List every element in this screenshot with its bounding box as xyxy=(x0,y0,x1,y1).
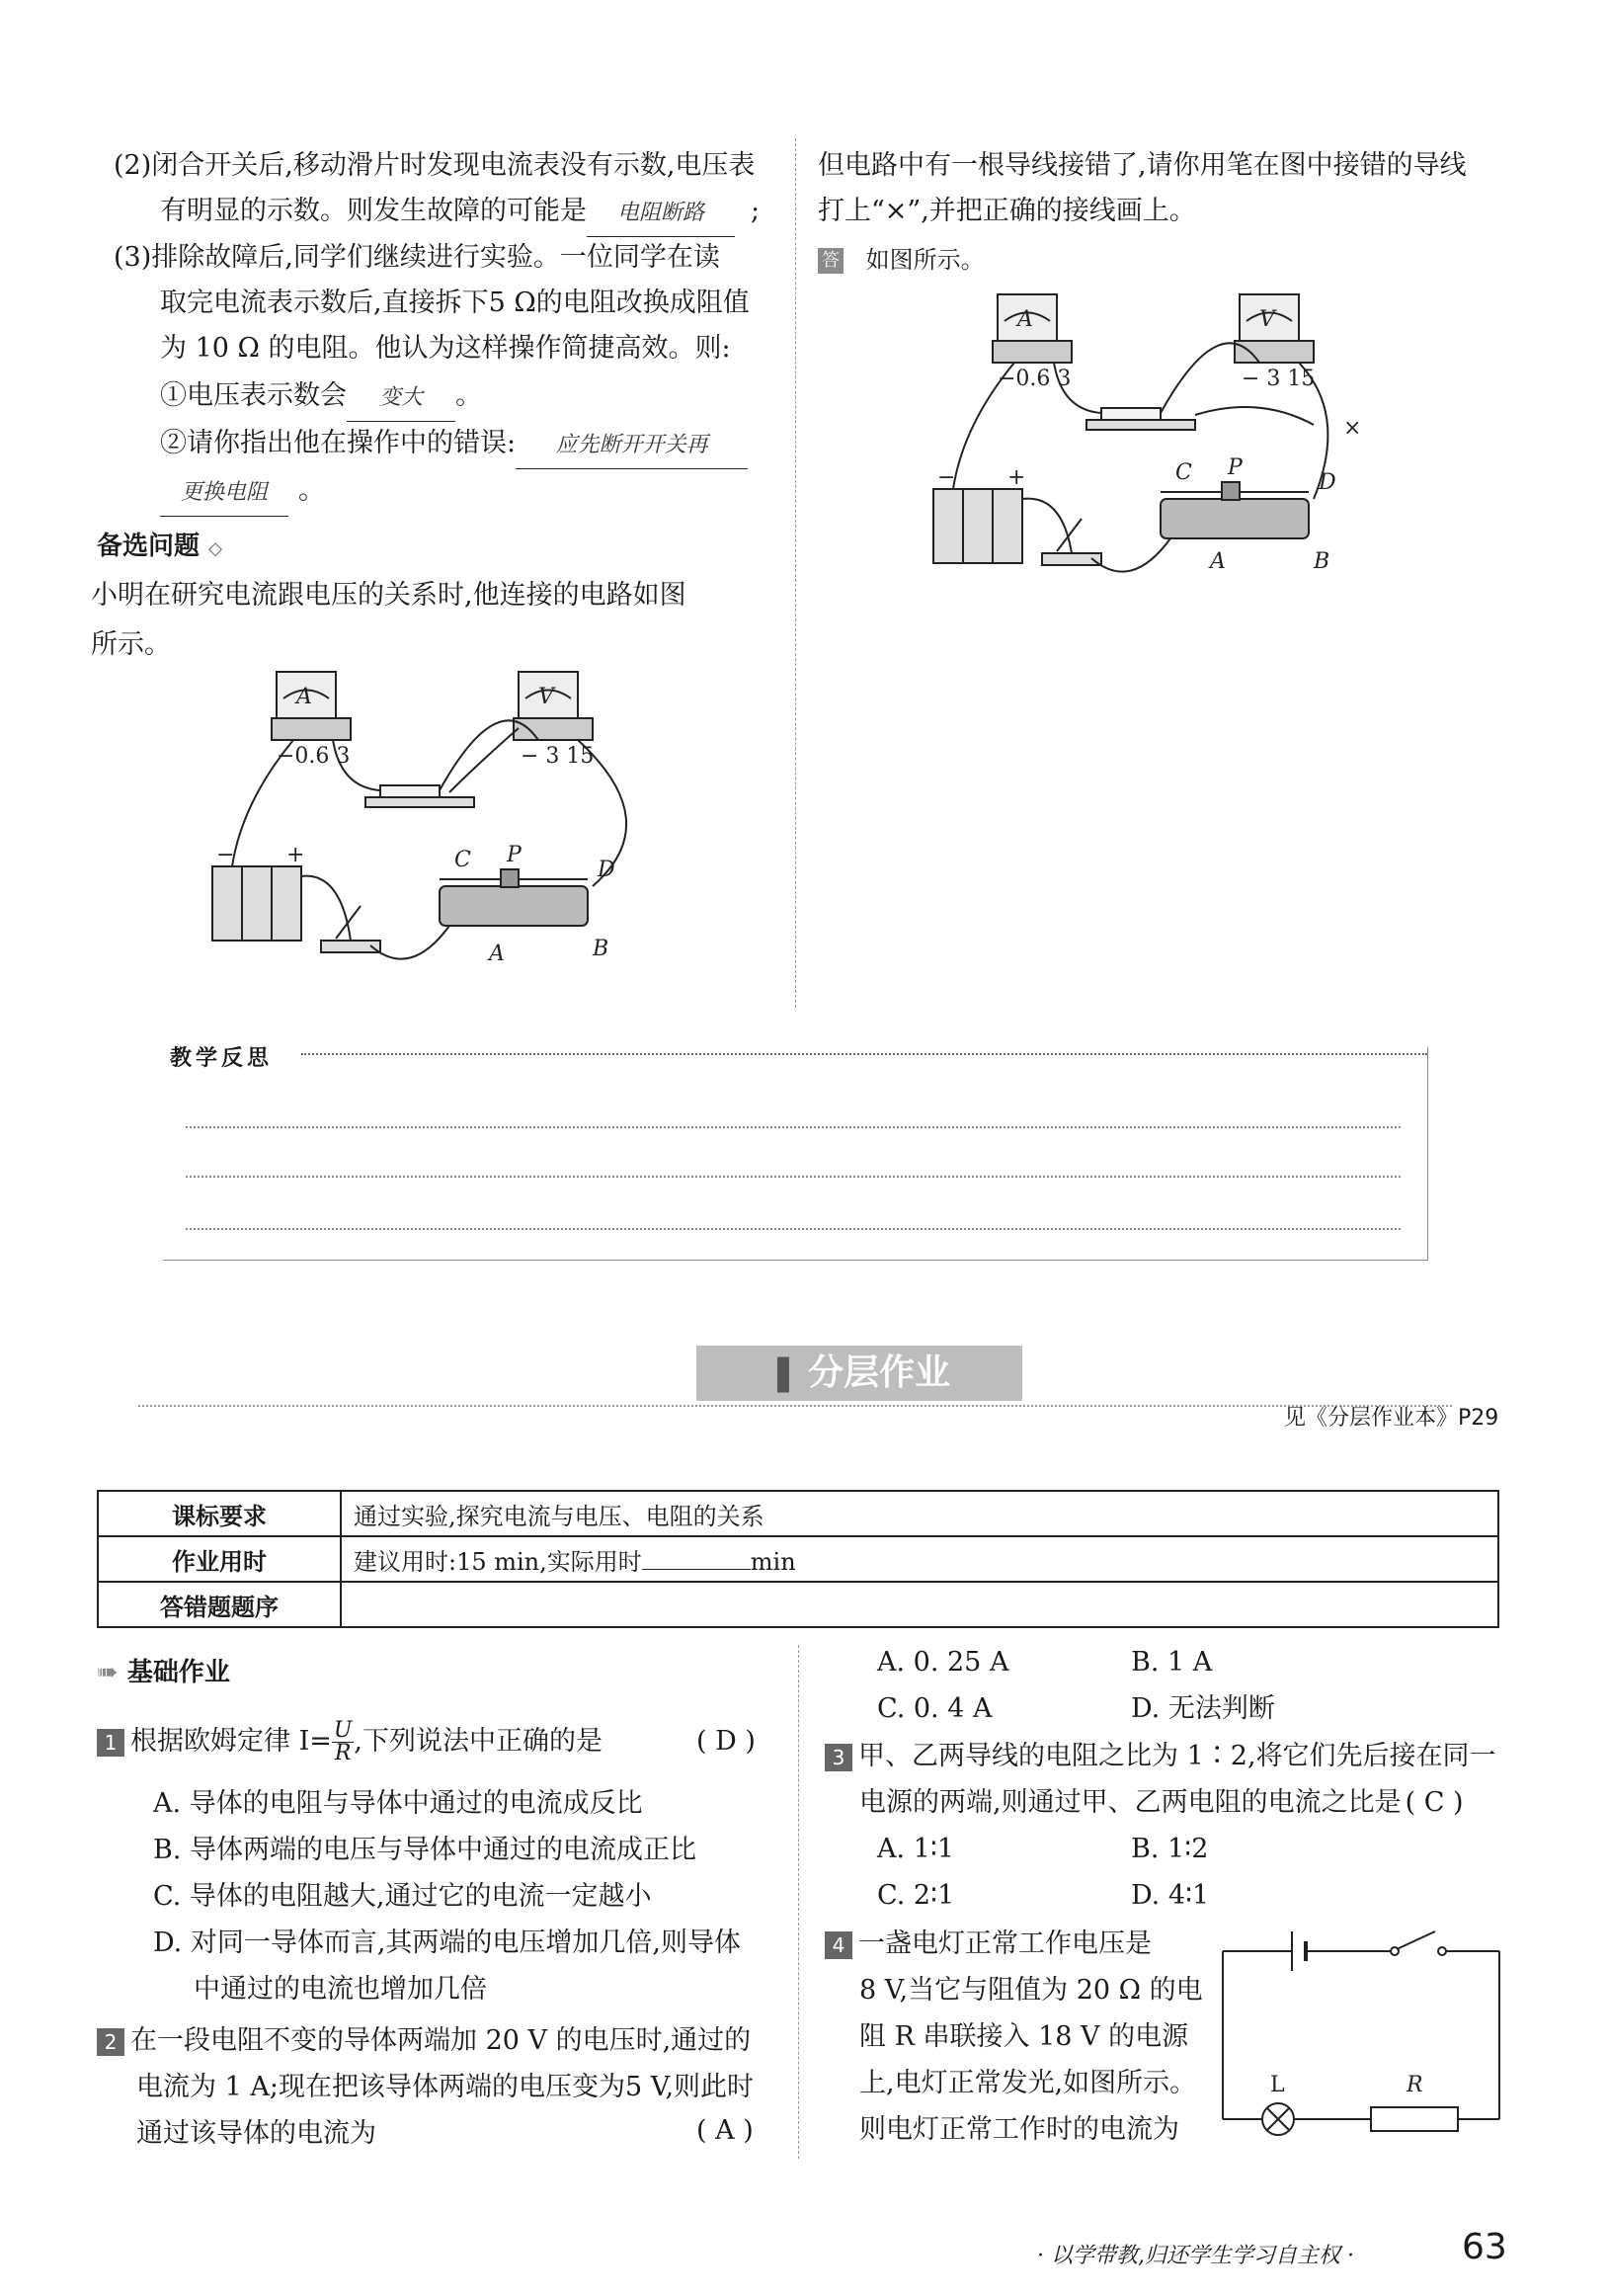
basic-title xyxy=(97,1652,230,1688)
info-table xyxy=(97,1490,1499,1628)
label-b: B xyxy=(1314,549,1330,574)
q3b-text2: 电源的两端,则通过甲、乙两电阻的电流之比是 xyxy=(859,1787,1402,1818)
reflection-line-2 xyxy=(186,1176,1401,1178)
optional-title xyxy=(97,526,222,562)
q1-number: 1 xyxy=(97,1729,124,1757)
q1-option-d1: D. 对同一导体而言,其两端的电压增加几倍,则导体 xyxy=(153,1927,742,1958)
q4-line3: 阻 R 串联接入 18 V 的电源 xyxy=(859,2021,1189,2052)
answer-tag: 答 xyxy=(818,248,844,274)
optional-line2: 所示。 xyxy=(91,629,171,660)
resistor xyxy=(1101,408,1161,420)
table-head-2: 作业用时 xyxy=(98,1536,341,1582)
q2-blank xyxy=(587,189,735,237)
q1-post: ,下列说法中正确的是 xyxy=(354,1726,603,1757)
q3-sub2-answer1: 应先断开开关再 xyxy=(555,433,708,457)
reflection-line-1 xyxy=(186,1126,1401,1128)
resistor-board xyxy=(365,797,474,807)
q2b-opt-d: D. 无法判断 xyxy=(1131,1693,1275,1724)
homework-banner xyxy=(696,1346,1022,1401)
ammeter-symbol: A xyxy=(1017,307,1033,332)
column-divider-lower xyxy=(798,1645,799,2159)
table-val-2 xyxy=(341,1536,1498,1582)
q1-stem xyxy=(97,1719,603,1764)
q1-pre: 根据欧姆定律 I= xyxy=(130,1726,332,1757)
voltmeter-base xyxy=(1235,341,1314,363)
frac-den: R xyxy=(334,1741,352,1765)
circuit-diagram-left xyxy=(202,664,667,990)
battery-cell-2 xyxy=(242,866,272,941)
q3-sub2-blank1 xyxy=(516,421,748,469)
q1-option-d2: 中通过的电流也增加几倍 xyxy=(194,1974,487,2005)
table-row xyxy=(98,1536,1498,1582)
q2b-line3: 通过该导体的电流为 xyxy=(136,2118,376,2149)
q2-line2 xyxy=(160,189,760,237)
homework-ref: 见《分层作业本》P29 xyxy=(1284,1406,1499,1431)
label-p: P xyxy=(507,843,522,867)
switch-lever xyxy=(1057,519,1082,551)
homework-banner-text: 分层作业 xyxy=(808,1353,951,1393)
q3-sub1-pre: ①电压表示数会 xyxy=(160,380,347,411)
q3b-number: 3 xyxy=(825,1744,852,1771)
ohm-fraction xyxy=(332,1720,355,1764)
table-row xyxy=(98,1491,1498,1536)
table-val-3[interactable] xyxy=(341,1582,1498,1627)
column-divider xyxy=(795,138,796,1008)
q2b-line2: 电流为 1 A;现在把该导体两端的电压变为5 V,则此时 xyxy=(136,2072,755,2102)
battery-minus: − xyxy=(937,465,956,490)
q1-option-b: B. 导体两端的电压与导体中通过的电流成正比 xyxy=(153,1835,697,1865)
q3b-line2 xyxy=(859,1780,1464,1826)
page-number: 63 xyxy=(1462,2227,1507,2267)
optional-line1: 小明在研究电流跟电压的关系时,他连接的电路如图 xyxy=(91,580,686,611)
q4-line1 xyxy=(825,1922,1152,1967)
q3-line3: 为 10 Ω 的电阻。他认为这样操作简捷高效。则: xyxy=(160,333,731,364)
battery-cell-1 xyxy=(933,489,963,563)
q2b-opt-c: C. 0. 4 A xyxy=(877,1693,993,1724)
voltmeter-scale: − 3 15 xyxy=(1242,367,1316,391)
rheostat xyxy=(1161,499,1309,538)
q2-line2-pre: 有明显的示数。则发生故障的可能是 xyxy=(160,196,587,226)
q4-line4: 上,电灯正常发光,如图所示。 xyxy=(859,2068,1197,2098)
q3-line2: 取完电流表示数后,直接拆下5 Ω的电阻改换成阻值 xyxy=(160,287,750,318)
frac-num: U xyxy=(333,1718,353,1743)
q2-line2-post: ; xyxy=(751,196,761,226)
label-d: D xyxy=(598,858,615,882)
q1-option-c: C. 导体的电阻越大,通过它的电流一定越小 xyxy=(153,1881,652,1912)
voltmeter-symbol: V xyxy=(1259,307,1275,332)
q4-circuit xyxy=(1213,1922,1509,2149)
basic-title-text: 基础作业 xyxy=(126,1658,230,1687)
q4-line2: 8 V,当它与阻值为 20 Ω 的电 xyxy=(859,1975,1203,2006)
q4-number: 4 xyxy=(825,1931,852,1959)
battery-cell-3 xyxy=(272,866,301,941)
q3-sub2-post: 。 xyxy=(298,475,325,506)
battery-minus: − xyxy=(216,843,235,867)
q3-line1: (3)排除故障后,同学们继续进行实验。一位同学在读 xyxy=(114,242,720,273)
table-val-1: 通过实验,探究电流与电压、电阻的关系 xyxy=(341,1491,1498,1536)
q3-sub2 xyxy=(160,421,748,469)
rheostat xyxy=(440,886,588,926)
right-line2: 打上“×”,并把正确的接线画上。 xyxy=(818,196,1196,226)
q2b-line1 xyxy=(97,2018,751,2064)
circuit-diagram-right xyxy=(924,287,1388,613)
answer-text: 如图所示。 xyxy=(865,246,985,274)
q3b-opt-d: D. 4∶1 xyxy=(1131,1880,1210,1911)
ammeter-scale: −0.6 3 xyxy=(277,744,351,769)
battery-cell-2 xyxy=(963,489,993,563)
reflection-line-3 xyxy=(186,1228,1401,1230)
q1-option-a: A. 导体的电阻与导体中通过的电流成反比 xyxy=(153,1788,643,1819)
q3-sub2-cont xyxy=(160,468,325,517)
reflection-title: 教学反思 xyxy=(170,1046,274,1071)
label-lamp: L xyxy=(1270,2073,1285,2097)
q2b-opt-b: B. 1 A xyxy=(1131,1647,1213,1678)
voltmeter-symbol: V xyxy=(538,685,554,709)
switch-contact xyxy=(1438,1947,1446,1955)
q4-text1: 一盏电灯正常工作电压是 xyxy=(858,1928,1152,1959)
right-line1: 但电路中有一根导线接错了,请你用笔在图中接错的导线 xyxy=(818,150,1467,181)
q3b-opt-c: C. 2∶1 xyxy=(877,1880,955,1911)
table-val-2-post: min xyxy=(750,1547,796,1576)
label-resistor: R xyxy=(1407,2073,1423,2097)
answer-line xyxy=(818,237,985,283)
rheostat-slider xyxy=(501,869,519,887)
rheostat-slider xyxy=(1222,482,1240,500)
ammeter-symbol: A xyxy=(296,685,312,709)
q4-line5: 则电灯正常工作时的电流为 xyxy=(859,2114,1179,2145)
footer-slogan: · 以学带教,归还学生学习自主权 · xyxy=(1037,2244,1354,2268)
table-head-3: 答错题题序 xyxy=(98,1582,341,1627)
q2-line1: (2)闭合开关后,移动滑片时发现电流表没有示数,电压表 xyxy=(114,150,756,181)
q3-sub2-answer2: 更换电阻 xyxy=(180,480,268,505)
table-row xyxy=(98,1582,1498,1627)
q3b-answer: ( C ) xyxy=(1405,1787,1464,1818)
label-d: D xyxy=(1319,470,1336,495)
ammeter-base xyxy=(993,341,1072,363)
battery-plus: + xyxy=(1007,465,1026,490)
q3b-line1 xyxy=(825,1734,1496,1779)
book-icon: ❚ xyxy=(767,1353,799,1393)
q3-sub1 xyxy=(160,373,482,422)
label-c: C xyxy=(1175,460,1192,485)
switch-blade xyxy=(1397,1931,1435,1949)
q2b-text1: 在一段电阻不变的导体两端加 20 V 的电压时,通过的 xyxy=(130,2025,752,2056)
voltmeter-base xyxy=(514,718,593,740)
label-b: B xyxy=(593,937,609,961)
q3-sub1-blank xyxy=(347,373,455,422)
voltmeter-scale: − 3 15 xyxy=(521,744,595,769)
resistor xyxy=(380,785,440,797)
q3b-text1: 甲、乙两导线的电阻之比为 1∶2,将它们先后接在同一 xyxy=(858,1741,1496,1771)
battery-cell-3 xyxy=(993,489,1022,563)
actual-time-blank[interactable] xyxy=(642,1569,751,1570)
battery-cell-1 xyxy=(212,866,242,941)
label-p: P xyxy=(1228,455,1243,480)
label-c: C xyxy=(454,848,471,872)
ammeter-base xyxy=(272,718,351,740)
q2b-answer: ( A ) xyxy=(696,2115,754,2146)
q3-sub2-pre: ②请你指出他在操作中的错误: xyxy=(160,428,517,458)
table-val-2-pre: 建议用时:15 min,实际用时 xyxy=(354,1547,642,1576)
q2b-number: 2 xyxy=(97,2028,124,2056)
q3-sub2-blank2 xyxy=(160,468,288,517)
q3-sub1-answer: 变大 xyxy=(378,385,423,410)
battery-plus: + xyxy=(286,843,305,867)
label-a: A xyxy=(489,942,505,966)
q1-answer: ( D ) xyxy=(696,1726,756,1757)
q3b-opt-a: A. 1∶1 xyxy=(877,1834,955,1864)
arrow-icon: ➠ xyxy=(97,1658,119,1687)
q3-sub1-post: 。 xyxy=(455,380,482,411)
resistor-r xyxy=(1371,2107,1458,2131)
resistor-board xyxy=(1086,420,1195,430)
q2b-opt-a: A. 0. 25 A xyxy=(877,1647,1009,1678)
ammeter-scale: −0.6 3 xyxy=(998,367,1072,391)
q2-blank-answer: 电阻断路 xyxy=(616,201,704,225)
banner-rule xyxy=(138,1405,1452,1407)
q3b-opt-b: B. 1∶2 xyxy=(1131,1834,1209,1864)
table-head-1: 课标要求 xyxy=(98,1491,341,1536)
label-a: A xyxy=(1210,549,1226,574)
error-cross: × xyxy=(1343,416,1362,441)
optional-title-text: 备选问题 xyxy=(97,532,201,561)
diamond-icon: ◇ xyxy=(208,538,222,559)
